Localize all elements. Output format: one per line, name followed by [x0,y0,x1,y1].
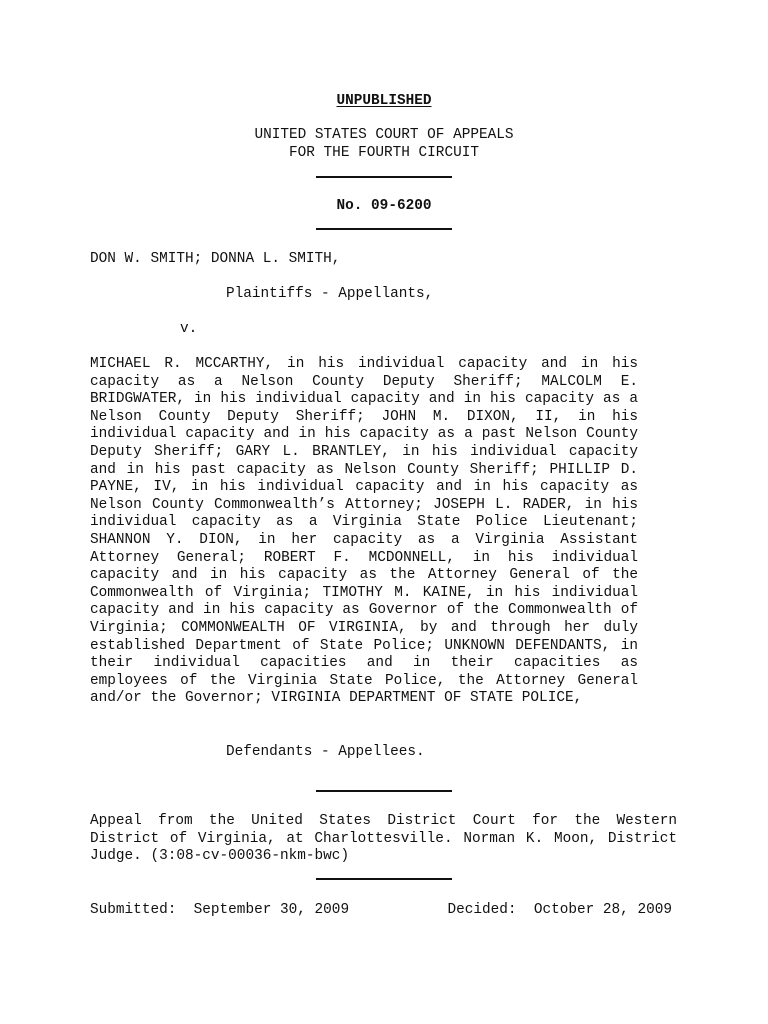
court-name-line1: UNITED STATES COURT OF APPEALS [254,127,514,143]
divider-rule [316,176,452,178]
divider-rule [316,790,452,792]
plaintiffs-names: DON W. SMITH; DONNA L. SMITH, [90,251,341,267]
decided-date: Decided: October 28, 2009 [447,902,672,918]
divider-rule [316,878,452,880]
case-number: No. 09-6200 [336,198,432,214]
submitted-date: Submitted: September 30, 2009 [90,902,350,918]
divider-rule [316,228,452,230]
defendants-list: MICHAEL R. MCCARTHY, in his individual capacity and in his capacity as a Nelson County Deputy Sheriff; MALCOLM E. BRIDGWATER, in his individual capacity and in his capacity as a Nelson County Deputy Sheriff; JOHN M. DIXON, II, in his individual capacity and in his capacity as a past Nelson County Deputy Sheriff; GARY L. BRANTLEY, in his individual capacity and in his past capacity as Nelson County Sheriff; PHILLIP D. PAYNE, IV, in his individual capacity and in his capacity as Nelson County Commonwealth’s Attorney; JOSEPH L. RADER, in his individual capacity as a Virginia State Police Lieutenant; SHANNON Y. DION, in her capacity as a Virginia Assistant Attorney General; ROBERT F. MCDONNELL, in his individual capacity and in his capacity as the Attorney General of the Commonwealth of Virginia; TIMOTHY M. KAINE, in his individual capacity and in his capacity as Governor of the Commonwealth of Virginia; COMMONWEALTH OF VIRGINIA, by and through her duly established Department of State Police; UNKNOWN DEFENDANTS, in their individual capacities and in their capacities as employees of the Virginia State Police, the Attorney General and/or the Governor; VIRGINIA DEPARTMENT OF STATE POLICE, [90,356,638,707]
defendants-role: Defendants - Appellees. [226,744,425,760]
unpublished-label: UNPUBLISHED [336,93,432,109]
appeal-paragraph: Appeal from the United States District Court for the Western District of Virginia, at Charlottesville. Norman K. Moon, District Judge. (3:08-cv-00036-nkm-bwc) [90,813,677,865]
plaintiffs-role: Plaintiffs - Appellants, [226,286,434,302]
dates-row [90,902,672,920]
versus-label: v. [180,321,198,337]
court-name-line2: FOR THE FOURTH CIRCUIT [289,145,479,161]
